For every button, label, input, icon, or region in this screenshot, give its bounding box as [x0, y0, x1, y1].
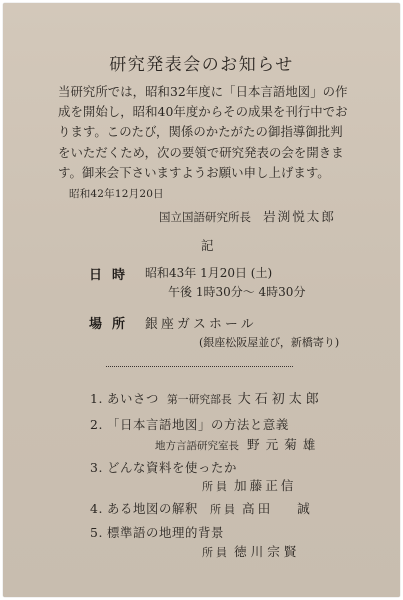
paragraph-line: す。御来会下さいますようお願い申し上げます。: [58, 164, 330, 180]
program-title: あいさつ: [107, 391, 159, 406]
program-title: ある地図の解釈: [107, 501, 198, 516]
datetime-label: 日時: [89, 268, 136, 283]
program-item-3: [90, 458, 237, 476]
place-note: (銀座松阪屋並び，新橋寄り): [199, 336, 340, 349]
speaker-role: 第一研究部長: [167, 393, 232, 406]
paragraph-line: をいただくため，次の要領で研究発表の会を開きま: [58, 144, 344, 160]
program-number: 3.: [90, 460, 104, 475]
place-value: 銀座ガスホール: [145, 317, 257, 332]
program-number: 1.: [90, 391, 104, 406]
datetime-date: 昭和43年 1月20日 (土): [145, 266, 273, 280]
speaker-name-end: 誠: [297, 501, 311, 516]
notice-date: 昭和42年12月20日: [69, 188, 164, 200]
signature-name: 岩渕悦太郎: [263, 209, 336, 224]
program-title: どんな資料を使ったか: [107, 460, 237, 475]
paragraph-line: ります。このたび，関係のかたがたの御指導御批判: [58, 124, 343, 140]
speaker-name: 徳川宗賢: [234, 544, 301, 559]
speaker-role: 所員: [209, 503, 238, 516]
speaker-name: 加藤正信: [234, 478, 297, 493]
datetime-time: 午後 1時30分～ 4時30分: [168, 285, 306, 299]
program-speaker-5: [202, 541, 300, 560]
program-title: 「日本言語地図」の方法と意義: [107, 417, 289, 432]
speaker-name: 高田: [241, 501, 274, 516]
speaker-role: 所員: [202, 480, 230, 493]
program-item-2: [90, 415, 289, 433]
speaker-role: 地方言語研究室長: [155, 440, 239, 452]
notice-title: 研究発表会のお知らせ: [109, 55, 294, 75]
speaker-name: 野元菊雄: [247, 437, 322, 452]
program-speaker-2: [155, 434, 321, 453]
program-number: 4.: [90, 501, 104, 516]
dotted-divider: [106, 366, 293, 367]
notice-card: [3, 3, 400, 597]
speaker-role: 所員: [202, 546, 230, 559]
notice-paragraph: [58, 82, 388, 183]
signature: [159, 206, 336, 225]
program-number: 5.: [90, 525, 104, 540]
ki-marker: 記: [201, 238, 214, 253]
place-label: 場所: [89, 317, 136, 332]
program-item-4: [90, 498, 310, 517]
program-speaker-3: [202, 475, 296, 494]
program-item-1: [90, 388, 323, 407]
paragraph-line: 成を開始し，昭和40年度からその成果を刊行中でお: [58, 104, 348, 120]
signature-title: 国立国語研究所長: [159, 210, 251, 224]
paragraph-line: 当研究所では，昭和32年度に「日本言語地図」の作: [58, 84, 348, 99]
program-title: 標準語の地理的背景: [107, 525, 224, 540]
program-item-5: [90, 523, 224, 541]
program-number: 2.: [90, 417, 104, 432]
speaker-name: 大石初太郎: [237, 392, 323, 407]
